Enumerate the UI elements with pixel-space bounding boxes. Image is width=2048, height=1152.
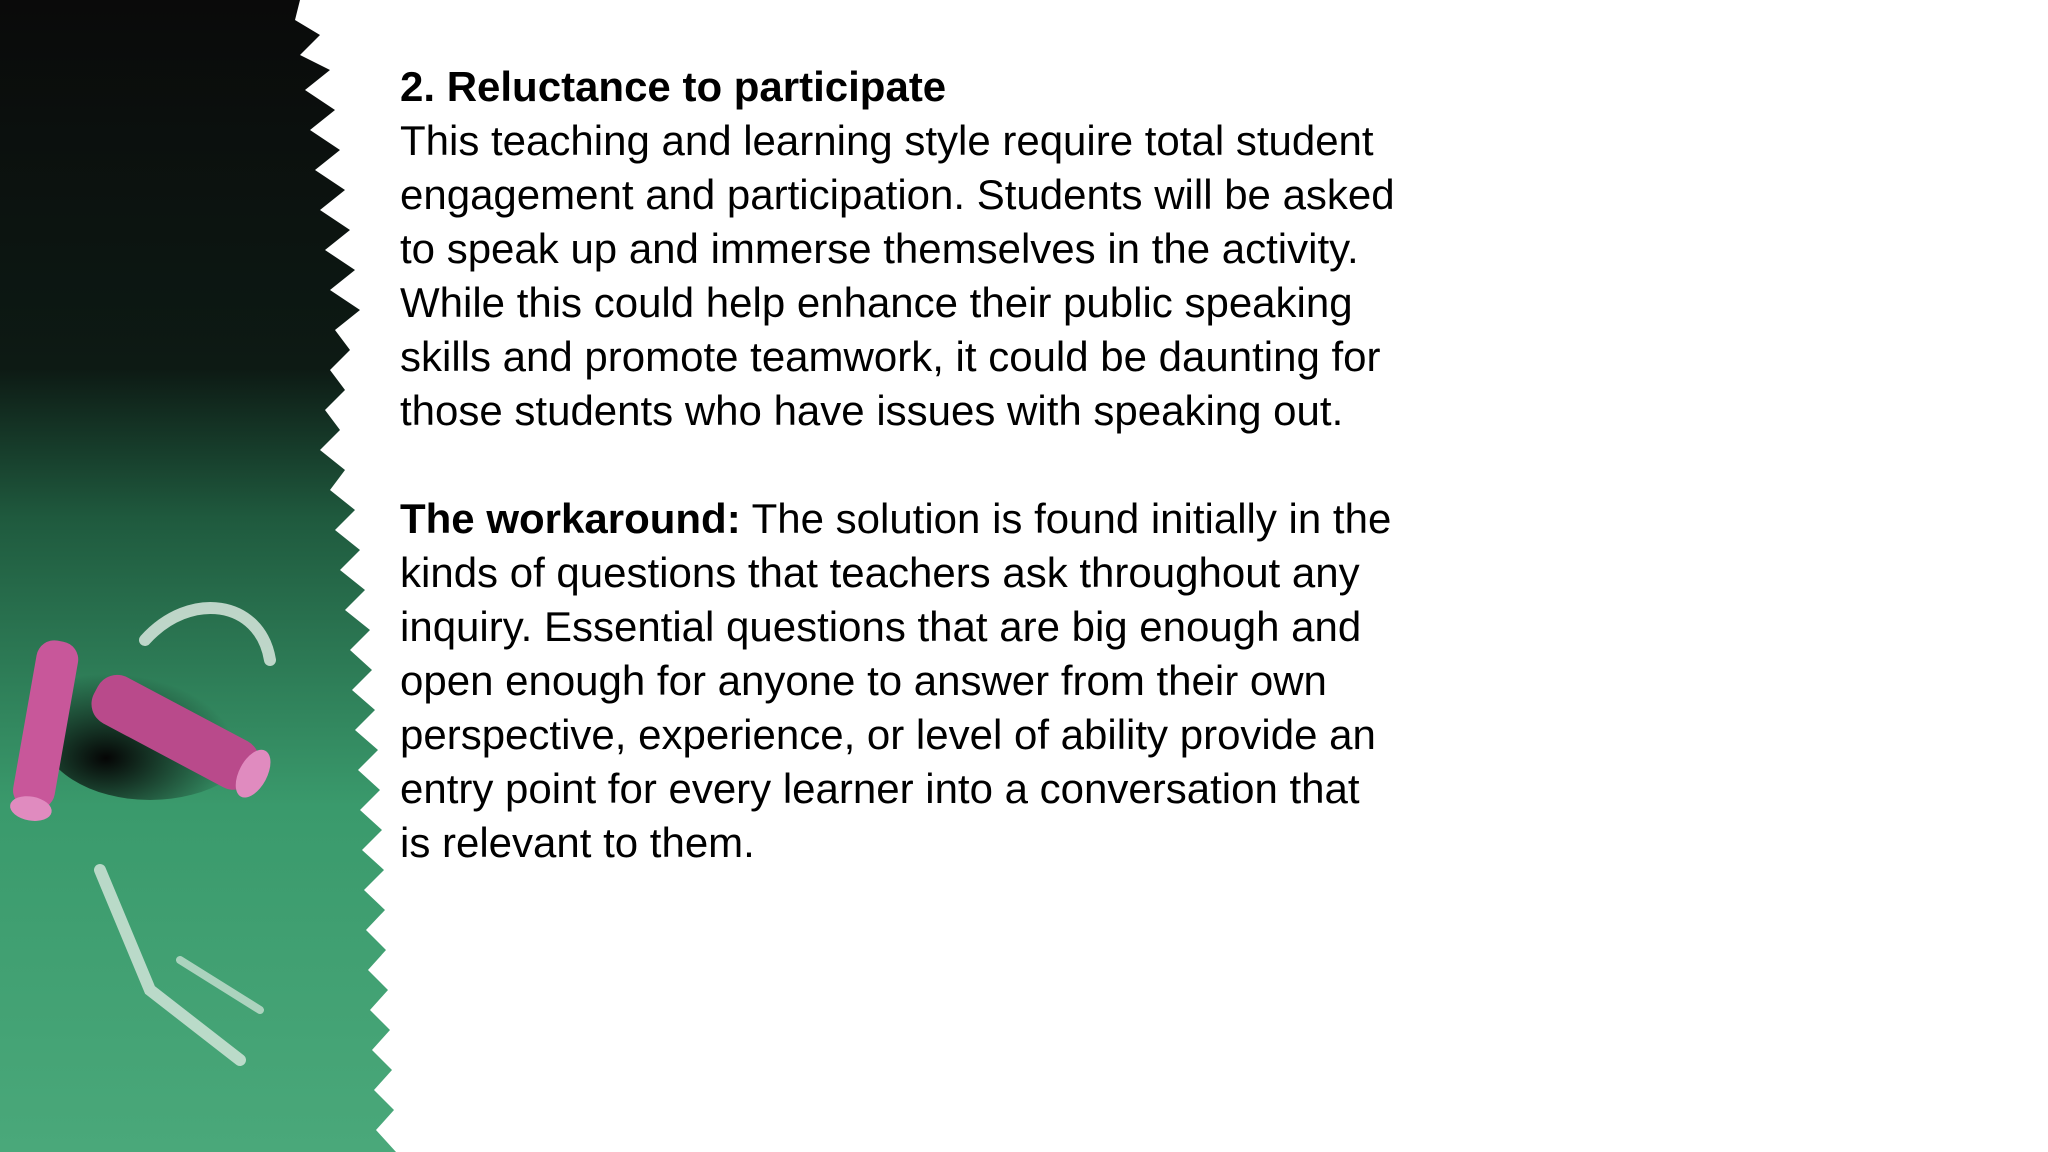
body-paragraph: This teaching and learning style require total student engagement and participation. Students will be asked to speak up and immerse themselves in the activity. While this could help enhance their public speaking skills and promote teamwork, it could be daunting for those students who have issues with speaking out. xyxy=(400,117,1395,434)
section-heading: 2. Reluctance to participate xyxy=(400,63,947,110)
workaround-text: The solution is found initially in the kinds of questions that teachers ask throughout any inquiry. Essential questions that are big enough and open enough for anyone to answer from their own perspective, experience, or level of ability provide an entry point for every learner into a conversation that is relevant to them. xyxy=(400,495,1392,866)
board-background xyxy=(0,0,396,1152)
chalkboard-decoration xyxy=(0,0,400,1152)
workaround-paragraph xyxy=(400,492,1400,870)
slide-content xyxy=(400,60,1400,870)
paragraph-spacer xyxy=(400,438,1400,492)
workaround-label: The workaround: xyxy=(400,495,741,542)
